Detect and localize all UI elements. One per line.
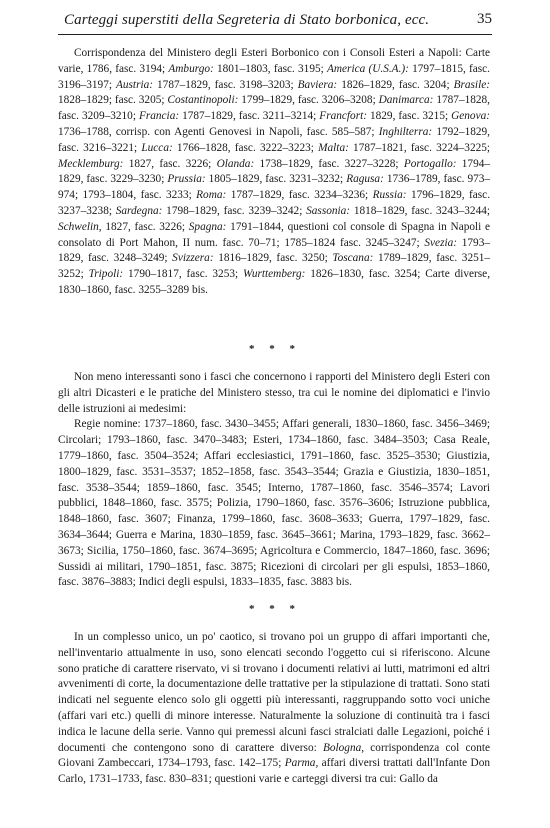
page-number: 35 — [477, 11, 492, 27]
country-name: Costantinopoli: — [167, 94, 239, 107]
paragraph-consuls — [58, 46, 490, 299]
text-run: 1828–1829; fasc. 3205; — [58, 94, 165, 107]
consuls-paragraph — [58, 46, 490, 299]
country-name: Tripoli: — [88, 268, 124, 281]
country-name: Inghilterra: — [378, 125, 433, 138]
text-run: 1787–1829, fasc. 3211–3214; — [182, 110, 317, 123]
country-name: Brasile: — [453, 78, 490, 91]
text-run: 1791–1844, questioni col console di Spagna in Napoli e consolato di Port Mahon, II num. fasc. 70–71; 1785–1824 fasc. 3245–3247; — [58, 220, 491, 249]
text-run: 1736–1789, fasc. 973–974; 1793–1804, fasc. 3233; — [58, 173, 491, 202]
country-name: Wurttemberg: — [243, 268, 306, 281]
section-separator: * * * — [249, 343, 301, 355]
text-run: 1787–1829, fasc. 3234–3236; — [230, 189, 369, 202]
text-run: 1789–1829, fasc. 3251–3252; — [58, 252, 491, 281]
country-name: Prussia: — [167, 173, 206, 186]
country-name: Baviera: — [297, 78, 338, 91]
text-run: 1794–1829, fasc. 3229–3230; — [58, 157, 491, 186]
country-name: Malta: — [318, 141, 349, 154]
paragraph-ministries-list: Regie nomine: 1737–1860, fasc. 3430–3455; Affari generali, 1830–1860, fasc. 3456–3469; Circolari; 1793–1860, fasc. 3470–3483; Esteri, 1734–1860, fasc. 3484–3503; Casa Reale, 1779–1860, fasc. 3504–3524; Affari ecclesiastici, 1791–1860, fasc. 3525–3530; Giustizia, 1800–1829, fasc. 3531–3537; 1852–1858, fasc. 3543–3544; Grazia e Giustizia, 1830–1851, fasc. 3538–3544; 1859–1860, fasc. 3545; Interno, 1787–1860, fasc. 3546–3574; Lavori pubblici, 1848–1860, fasc. 3575; Polizia, 1790–1860, fasc. 3576–3606; Istruzione pubblica, 1848–1860, fasc. 3607; Finanza, 1799–1860, fasc. 3608–3633; Guerra, 1797–1829, fasc. 3634–3644; Guerra e Marina, 1830–1859, fasc. 3645–3661; Marina, 1793–1829, fasc. 3662–3673; Sicilia, 1750–1860, fasc. 3674–3695; Agricoltura e Commercio, 1847–1860, fasc. 3696; Sussidi ai militari, 1790–1851, fasc. 3875; Ricezioni di circolari per gli espulsi, 1853–1860, fasc. 3876–3883; Indici degli espulsi, 1833–1835, fasc. 3883 bis. — [58, 418, 490, 589]
country-name: Svezia: — [424, 236, 458, 249]
text-run: 1827, fasc. 3226; — [105, 220, 186, 233]
text-run: 1796–1829, fasc. 3237–3238; — [58, 189, 491, 217]
text-run: 1738–1829, fasc. 3227–3228; — [259, 157, 399, 170]
country-name: Schwelin, — [58, 220, 102, 233]
text-run: 1798–1829, fasc. 3239–3242; — [166, 204, 303, 217]
text-run: 1801–1803, fasc. 3195; — [216, 62, 324, 75]
text-run: Corrispondenza del Ministero degli Esteri Borbonico con i Consoli Esteri a Napoli: Carte varie, 1786, fasc. 3194; — [58, 47, 490, 75]
text-run: affari diversi trattati dall'Infante Don Carlo, 1731–1733, fasc. 830–831; questioni varie e carteggi diversi tra cui: Gallo da — [58, 757, 491, 786]
country-name: Portogallo: — [403, 157, 457, 170]
country-name: Sassonia: — [306, 204, 351, 217]
ministries-section — [58, 370, 490, 591]
country-name: Mecklemburg: — [58, 157, 124, 170]
country-name: Francia: — [138, 110, 180, 123]
country-name: Danimarca: — [378, 94, 434, 107]
country-name: Francfort: — [319, 110, 367, 123]
paragraph-ministries-intro: Non meno interessanti sono i fasci che concernono i rapporti del Ministero degli Esteri con gli altri Dicasteri e le pratiche del Ministero stesso, tra cui le nomine dei diplomatici e l'invio delle istruzioni ai medesimi: — [58, 371, 490, 415]
text-run: 1827, fasc. 3226; — [128, 157, 212, 170]
affairs-section — [58, 630, 490, 788]
text-run: 1793–1829, fasc. 3248–3249; — [58, 236, 490, 265]
country-name: Russia: — [372, 189, 407, 202]
paragraph-affairs — [58, 630, 490, 788]
text-run: 1792–1829, fasc. 3216–3221; — [58, 125, 490, 154]
text-run: 1829, fasc. 3215; — [369, 110, 449, 123]
country-name: Ragusa: — [346, 173, 384, 186]
country-name: Svizzera: — [172, 252, 214, 265]
text-run: 1766–1828, fasc. 3222–3223; — [176, 141, 314, 154]
text-run: 1826–1830, fasc. 3254; Carte diverse, 1830–1860, fasc. 3255–3289 bis. — [58, 268, 491, 296]
country-name: Amburgo: — [168, 62, 214, 75]
country-name: Sardegna: — [115, 204, 163, 217]
country-name: Spagna: — [188, 220, 227, 233]
text-run: 1736–1788, corrisp. con Agenti Genovesi in Napoli, fasc. 585–587; — [58, 125, 375, 138]
text-run: 1818–1829, fasc. 3243–3244; — [353, 204, 491, 217]
country-name: Roma: — [196, 189, 227, 202]
text-run: 1799–1829, fasc. 3206–3208; — [241, 94, 376, 107]
country-name: Toscana: — [332, 252, 374, 265]
text-run: 1787–1828, fasc. 3209–3210; — [58, 94, 491, 123]
section-separator: * * * — [249, 603, 301, 615]
running-header — [58, 8, 492, 35]
text-run: 1805–1829, fasc. 3231–3232; — [208, 173, 344, 186]
country-name: Lucca: — [141, 141, 173, 154]
text-run: 1790–1817, fasc. 3253; — [128, 268, 239, 281]
text-run: In un complesso unico, un po' caotico, si trovano poi un gruppo di affari importanti che, nell'inventario attualmente in uso, sono elencati secondo l'oggetto cui si riferiscono. Alcune sono pratiche di carattere riservato, vi si trovano i documenti relativi ai lutti, matrimoni ed altri avvenimenti di corte, la documentazione delle trattative per la stipulazione di trattati. Sono stati indicati nel seguente elenco solo gli oggetti più interessanti, raggruppando sotto voci uniche (affari vari etc.) quelli di minore interesse. Naturalmente la soluzione di continuità tra i fasci indica le lacune della serie. Vanno qui premessi alcuni fasci stralciati dalle Legazioni, poiché i documenti che contengono sono di carattere diverso: — [58, 631, 490, 754]
text-run: corrispondenza col conte Giovani Zambeccari, 1734–1793, fasc. 142–175; — [58, 741, 490, 770]
country-name: Austria: — [115, 78, 154, 91]
text-run: 1787–1829, fasc. 3198–3203; — [157, 78, 294, 91]
text-run: 1826–1829, fasc. 3204; — [341, 78, 450, 91]
country-name: America (U.S.A.): — [326, 62, 409, 75]
place-name: Bologna, — [322, 741, 365, 754]
place-name: Parma, — [284, 757, 319, 770]
text-run: 1797–1815, fasc. 3196–3197; — [58, 62, 490, 91]
country-name: Genova: — [451, 110, 491, 123]
country-name: Olanda: — [216, 157, 255, 170]
text-run: 1816–1829, fasc. 3250; — [218, 252, 328, 265]
text-run: 1787–1821, fasc. 3224–3225; — [353, 141, 491, 154]
running-title: Carteggi superstiti della Segreteria di Stato borbonica, ecc. — [64, 12, 430, 28]
